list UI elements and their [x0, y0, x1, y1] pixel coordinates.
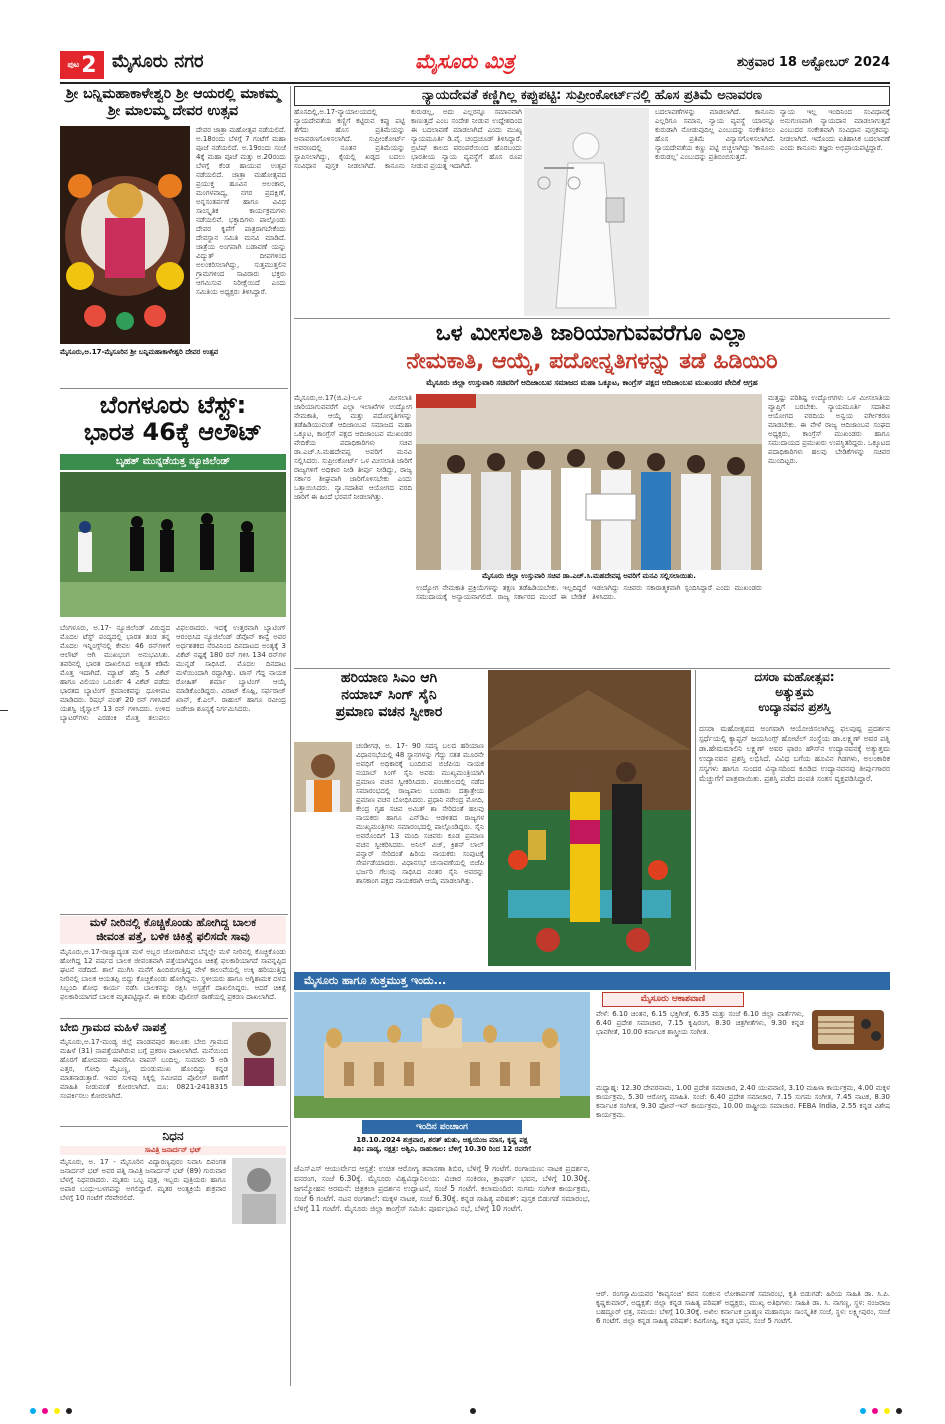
- story-divider: [294, 668, 890, 669]
- story-body: ನ್ಯಾಯ ಇಲ್ಲ ಇಂದಿನಿಂದ ಸಂವಿಧಾನಕ್ಕೆ ಅನುಗುಣವಾಗಿ ನ್ಯಾಯದಾನ ಮಾಡಲಾಗುತ್ತದೆ ಎಂಬುದರ ಸಂಕೇತವಾಗಿ ಸಂವಿಧಾನ ಪುಸ್ತಕವನ್ನು ನೀಡಲಾಗಿದೆ. ಇದೊಂದು ಐತಿಹಾಸಿಕ ಬದಲಾವಣೆ ಎಂದು ಕಾನೂನು ತಜ್ಞರು ಅಭಿಪ್ರಾಯಪಟ್ಟಿದ್ದಾರೆ.: [780, 108, 890, 152]
- memorandum-photo: [416, 394, 762, 570]
- story-headline: ನ್ಯಾಯದೇವತೆ ಕಣ್ಣಿಗಿಲ್ಲ ಕಪ್ಪುಪಟ್ಟಿ: ಸುಪ್ರೀಂಕೋರ್ಟ್‌ನಲ್ಲಿ ಹೊಸ ಪ್ರತಿಮೆ ಅನಾವರಣ: [294, 86, 890, 106]
- radio-label: ಮೈಸೂರು ಆಕಾಶವಾಣಿ: [602, 992, 744, 1007]
- section-name: ಮೈಸೂರು ನಗರ: [112, 51, 204, 72]
- column-divider: [695, 670, 696, 970]
- story-body: ಉದ್ಯೋಗ ನೇಮಕಾತಿ ಪ್ರಕ್ರಿಯೆಗಳನ್ನು ತಕ್ಷಣ ತಡೆಹಿಡಿಯಬೇಕು. ಇಲ್ಲದಿದ್ದರೆ ಸಮುದಾಯಕ್ಕೆ ಅನ್ಯಾಯವಾಗಲಿದೆ. ರಾಜ್ಯ ಸರ್ಕಾರದ ಮುಂದೆ ಈ ಬೇಡಿಕೆ ಇಡಲಾಗಿದ್ದು ಸಚಿವರು ಸಕಾರಾತ್ಮಕವಾಗಿ ಸ್ಪಂದಿಸಿದ್ದಾರೆ ಎಂದು ಮುಖಂಡರು ತಿಳಿಸಿದರು.: [416, 584, 762, 601]
- registration-mark: [896, 1408, 902, 1414]
- panchanga-label: ಇಂದಿನ ಪಂಚಾಂಗ: [362, 1120, 522, 1134]
- masthead: [60, 47, 890, 83]
- obituary-name: ಸಾವಿತ್ರಿ ಜನಾರ್ದನ್ ಭಟ್: [60, 1146, 286, 1155]
- crop-mark: [0, 710, 8, 711]
- story-haryana-cm: [294, 670, 484, 970]
- headline-line: ನಯಾಬ್ ಸಿಂಗ್ ಸೈನಿ: [341, 687, 437, 703]
- story-dasara-garden: [699, 670, 890, 970]
- photo-caption: ಮೈಸೂರು,ಅ.17-ಮೈಸೂರಿನ ಶ್ರೀ ಬನ್ನಿಮಹಾಕಾಳೇಶ್ವರಿ ದೇವರ ಉತ್ಸವ: [60, 348, 219, 356]
- story-headline: ಬೇಬಿ ಗ್ರಾಮದ ಮಹಿಳೆ ನಾಪತ್ತೆ: [60, 1021, 167, 1034]
- registration-mark: [470, 1408, 476, 1414]
- haryana-cm-photo: [294, 742, 352, 812]
- cricket-match-photo: [60, 472, 286, 617]
- radio-icon: [808, 1000, 888, 1056]
- headline-line: ಭಾರತ 46ಕ್ಕೆ ಆಲೌಟ್: [83, 418, 263, 446]
- headline-line: ಮಳೆ ನೀರಿನಲ್ಲಿ ಕೊಚ್ಚಿಕೊಂಡು ಹೋಗಿದ್ದ ಬಾಲಕ: [89, 916, 257, 929]
- story-divider: [60, 914, 288, 915]
- missing-woman-photo: [232, 1022, 286, 1086]
- headline-line: ಅತ್ಯುತ್ತಮ: [775, 685, 814, 699]
- events-list: ಜೆಎಸ್‌ಎಸ್ ಆಯುರ್ವೇದ ಆಸ್ಪತ್ರೆ: ಉಚಿತ ಆರೋಗ್ಯ ತಪಾಸಣಾ ಶಿಬಿರ, ಬೆಳಿಗ್ಗೆ 9 ಗಂಟೆಗೆ. ರಂಗಾಯಣ: ನಾಟಕ ಪ್ರದರ್ಶನ, ವನರಂಗ, ಸಂಜೆ 6.30ಕ್ಕೆ. ಮೈಸೂರು ವಿಶ್ವವಿದ್ಯಾನಿಲಯ: ವಿಚಾರ ಸಂಕಿರಣ, ಕ್ರಾಫರ್ಡ್ ಭವನ, ಬೆಳಿಗ್ಗೆ 10.30ಕ್ಕೆ. ಜಗನ್ಮೋಹನ ಅರಮನೆ: ಚಿತ್ರಕಲಾ ಪ್ರದರ್ಶನ ಉದ್ಘಾಟನೆ, ಸಂಜೆ 5 ಗಂಟೆಗೆ. ಕಲಾಮಂದಿರ: ಸುಗಮ ಸಂಗೀತ ಕಾರ್ಯಕ್ರಮ, ಸಂಜೆ 6 ಗಂಟೆಗೆ. ನಟನ ರಂಗಶಾಲೆ: ಮಕ್ಕಳ ನಾಟಕ, ಸಂಜೆ 6.30ಕ್ಕೆ. ಕನ್ನಡ ಸಾಹಿತ್ಯ ಪರಿಷತ್: ಪುಸ್ತಕ ಬಿಡುಗಡೆ ಸಮಾರಂಭ, ಬೆಳಿಗ್ಗೆ 11 ಗಂಟೆಗೆ. ಮೈಸೂರು ಜಿಲ್ಲಾ ಕಾಂಗ್ರೆಸ್ ಸಮಿತಿ: ಪೂರ್ವಭಾವಿ ಸಭೆ, ಬೆಳಿಗ್ಗೆ 10 ಗಂಟೆಗೆ.: [294, 1164, 590, 1213]
- story-lady-justice: [294, 86, 890, 316]
- obituary: [60, 1128, 286, 1268]
- story-body: ಹೊಸದಿಲ್ಲಿ,ಅ.17-ನ್ಯಾಯಾಲಯದಲ್ಲಿ ನ್ಯಾಯದೇವತೆಯ ಕಣ್ಣಿಗೆ ಕಟ್ಟಿರುವ ಕಪ್ಪು ಪಟ್ಟಿ ತೆಗೆದು ಹೊಸ ಪ್ರತಿಮೆಯನ್ನು ಅನಾವರಣಗೊಳಿಸಲಾಗಿದೆ. ಸುಪ್ರೀಂಕೋರ್ಟ್ ಆವರಣದಲ್ಲಿ ನೂತನ ಪ್ರತಿಮೆಯನ್ನು ಸ್ಥಾಪಿಸಲಾಗಿದ್ದು, ಕೈಯಲ್ಲಿ ಖಡ್ಗದ ಬದಲು ಸಂವಿಧಾನ ಪುಸ್ತಕ ನೀಡಲಾಗಿದೆ. ಕಾನೂನು ಕುರುಡಲ್ಲ, ಅದು ಎಲ್ಲರನ್ನೂ ಸಮಾನವಾಗಿ ಕಾಣುತ್ತದೆ ಎಂಬ ಸಂದೇಶ ನೀಡುವ ಉದ್ದೇಶದಿಂದ ಈ ಬದಲಾವಣೆ ಮಾಡಲಾಗಿದೆ ಎಂದು ಮುಖ್ಯ ನ್ಯಾಯಮೂರ್ತಿ ಡಿ.ವೈ. ಚಂದ್ರಚೂಡ್ ತಿಳಿಸಿದ್ದಾರೆ. ಬ್ರಿಟಿಷ್ ಕಾಲದ ಪರಂಪರೆಯಿಂದ ಹೊರಬಂದು ಭಾರತೀಯ ನ್ಯಾಯ ವ್ಯವಸ್ಥೆಗೆ ಹೊಸ ರೂಪ ನೀಡುವ ಪ್ರಯತ್ನ ಇದಾಗಿದೆ.: [294, 108, 522, 170]
- story-missing-woman: [60, 1020, 286, 1124]
- today-banner: ಮೈಸೂರು ಹಾಗೂ ಸುತ್ತಮುತ್ತ ಇಂದು...: [294, 972, 890, 990]
- story-body: ಮೈಸೂರು,ಅ.17-ರಾಜ್ಯಾದ್ಯಂತ ಮಳೆ ಅಬ್ಬರ ಜೋರಾಗಿರುವ ಬೆನ್ನಲ್ಲೇ ಮಳೆ ನೀರಿನಲ್ಲಿ ಕೊಚ್ಚಿಕೊಂಡು ಹೋಗಿದ್ದ 12 ವರ್ಷದ ಬಾಲಕ ಜೀವಂತವಾಗಿ ಪತ್ತೆಯಾಗಿದ್ದರೂ ಚಿಕಿತ್ಸೆ ಫಲಕಾರಿಯಾಗದೆ ಸಾವನ್ನಪ್ಪಿದ ಘಟನೆ ನಡೆದಿದೆ. ಶಾಲೆ ಮುಗಿಸಿ ಮನೆಗೆ ಹಿಂದಿರುಗುತ್ತಿದ್ದ ವೇಳೆ ಕಾಲುವೆಯಲ್ಲಿ ಉಕ್ಕಿ ಹರಿಯುತ್ತಿದ್ದ ನೀರಿನಲ್ಲಿ ಬಾಲಕ ಆಯತಪ್ಪಿ ಬಿದ್ದು ಕೊಚ್ಚಿಕೊಂಡು ಹೋಗಿದ್ದನು. ಸ್ಥಳೀಯರು ಹಾಗೂ ಅಗ್ನಿಶಾಮಕ ದಳದ ಸಿಬ್ಬಂದಿ ಶೋಧ ಕಾರ್ಯ ನಡೆಸಿ ಬಾಲಕನನ್ನು ರಕ್ಷಿಸಿ ಆಸ್ಪತ್ರೆಗೆ ದಾಖಲಿಸಿದ್ದರು. ಆದರೆ ಚಿಕಿತ್ಸೆ ಫಲಕಾರಿಯಾಗದೆ ಬಾಲಕ ಮೃತಪಟ್ಟಿದ್ದಾನೆ. ಈ ಕುರಿತು ಪೊಲೀಸ್ ಠಾಣೆಯಲ್ಲಿ ಪ್ರಕರಣ ದಾಖಲಾಗಿದೆ.: [60, 948, 286, 1001]
- panchanga: [294, 1120, 590, 1160]
- obituary-photo: [232, 1158, 286, 1224]
- temple-deity-photo: [60, 126, 190, 344]
- story-headline: ಶ್ರೀ ಬನ್ನಿಮಹಾಕಾಳೇಶ್ವರಿ ಶ್ರೀ ಆಯರಲ್ಲಿ ಮಾಕಮ್ಮ ಶ್ರೀ ಮಾಲಮ್ಮ ದೇವರ ಉತ್ಸವ: [65, 86, 281, 119]
- akashvani-schedule: [596, 992, 890, 1284]
- story-temple: [60, 86, 286, 386]
- story-drowning: [60, 916, 286, 1016]
- registration-mark: [872, 1408, 878, 1414]
- story-headline: ನೇಮಕಾತಿ, ಆಯ್ಕೆ, ಪದೋನ್ನತಿಗಳನ್ನು ತಡೆ ಹಿಡಿಯಿರಿ: [406, 349, 778, 374]
- panchanga-line: 18.10.2024 ಶುಕ್ರವಾರ, ಶರತ್ ಋತು, ಆಶ್ವಯುಜ ಮಾಸ, ಕೃಷ್ಣ ಪಕ್ಷ: [356, 1136, 528, 1144]
- story-divider: [294, 318, 890, 319]
- headline-line: ಜೀವಂತ ಪತ್ತೆ, ಬಳಿಕ ಚಿಕಿತ್ಸೆ ಫಲಿಸದೇ ಸಾವು: [96, 930, 250, 943]
- page-number: 2: [81, 52, 97, 78]
- newspaper-logo: ಮೈಸೂರು ಮಿತ್ರ: [415, 49, 515, 73]
- story-body: ದೇವರ ಜಾತ್ರಾ ಮಹೋತ್ಸವ ನಡೆಯಲಿದೆ. ಅ.18ರಂದು ಬೆಳಗ್ಗೆ 7 ಗಂಟೆಗೆ ಮಹಾ ಪೂಜೆ ನಡೆಯಲಿದೆ. ಅ.19ರಂದು ಸಂಜೆ 4ಕ್ಕೆ ಮಹಾ ಪೂಜೆ ಮತ್ತು ಅ.20ರಂದು ಬೆಳಗ್ಗೆ ಕೆಂಡ ಹಾಯುವ ಉತ್ಸವ ನಡೆಯಲಿದೆ. ಜಾತ್ರಾ ಮಹೋತ್ಸವದ ಪ್ರಯುಕ್ತ ಹೂವಿನ ಅಲಂಕಾರ, ಮಂಗಳವಾದ್ಯ, ನಗರ ಪ್ರದಕ್ಷಿಣೆ, ಅನ್ನಸಂತರ್ಪಣೆ ಹಾಗೂ ವಿವಿಧ ಸಾಂಸ್ಕೃತಿಕ ಕಾರ್ಯಕ್ರಮಗಳು ನಡೆಯಲಿವೆ. ಭಕ್ತಾದಿಗಳು ಪಾಲ್ಗೊಂಡು ದೇವರ ಕೃಪೆಗೆ ಪಾತ್ರರಾಗಬೇಕೆಂದು ದೇವಸ್ಥಾನ ಸಮಿತಿ ಮನವಿ ಮಾಡಿದೆ. ಜಾತ್ರೆಯ ಅಂಗವಾಗಿ ಬಡಾವಣೆ ಯನ್ನು ವಿದ್ಯುತ್ ದೀಪಗಳಿಂದ ಅಲಂಕರಿಸಲಾಗಿದ್ದು, ಸುತ್ತಮುತ್ತಲಿನ ಗ್ರಾಮಗಳಿಂದ ಸಾವಿರಾರು ಭಕ್ತರು ಆಗಮಿಸುವ ನಿರೀಕ್ಷೆಯಿದೆ ಎಂದು ಸಮಿತಿಯ ಅಧ್ಯಕ್ಷರು ತಿಳಿಸಿದ್ದಾರೆ.: [196, 126, 286, 296]
- lady-justice-statue-photo: [524, 108, 649, 316]
- registration-mark: [860, 1408, 866, 1414]
- headline-line: ಪ್ರಮಾಣ ವಚನ ಸ್ವೀಕಾರ: [335, 704, 443, 720]
- dateline: ಶುಕ್ರವಾರ 18 ಅಕ್ಟೋಬರ್ 2024: [736, 55, 890, 70]
- headline-line: ಉದ್ಯಾನವನ ಪ್ರಶಸ್ತಿ: [758, 700, 831, 714]
- garden-award-photo: [488, 670, 691, 966]
- story-headline: [60, 392, 286, 450]
- story-deck: ಮೈಸೂರು ಜಿಲ್ಲಾ ಉಸ್ತುವಾರಿ ಸಚಿವರಿಗೆ ಆದಿಜಾಂಬವ ಸಮಾಜದ ಮಹಾ ಒಕ್ಕೂಟ, ಕಾಂಗ್ರೆಸ್ ಪಕ್ಷದ ಆದಿಜಾಂಬವ ಮುಖಂಡರ ವೇದಿಕೆ ಆಗ್ರಹ: [426, 378, 758, 387]
- story-tag: ಬೃಹತ್ ಮುನ್ನಡೆಯತ್ತ ನ್ಯೂಜಿಲೆಂಡ್: [60, 454, 286, 470]
- story-body: ಬದಲಾವಣೆಗಳನ್ನು ಮಾಡಲಾಗಿದೆ. ಕಾನೂನು ಎಲ್ಲರಿಗೂ ಸಮಾನ, ನ್ಯಾಯ ವ್ಯವಸ್ಥೆ ಯಾರನ್ನೂ ಕುರುಡಾಗಿ ನೋಡುವುದಿಲ್ಲ ಎಂಬುದನ್ನು ಸಂಕೇತಿಸಲು ಹೊಸ ಪ್ರತಿಮೆ ವಿನ್ಯಾಸಗೊಳಿಸಲಾಗಿದೆ. ನ್ಯಾಯದೇವತೆಯ ಕಣ್ಣು ಪಟ್ಟಿ ಬಿಚ್ಚಲಾಗಿದ್ದು 'ಕಾನೂನು ಕುರುಡಲ್ಲ' ಎಂಬುದನ್ನು ಪ್ರತಿಬಿಂಬಿಸುತ್ತದೆ.: [655, 108, 775, 161]
- story-divider: [60, 388, 288, 389]
- story-body: ಮೈಸೂರು,ಅ.17-ಮಂಡ್ಯ ಜಿಲ್ಲೆ ಪಾಂಡವಪುರ ತಾಲೂಕು ಬೇಬಿ ಗ್ರಾಮದ ಮಹಿಳೆ (31) ನಾಪತ್ತೆಯಾಗಿರುವ ಬಗ್ಗೆ ಪ್ರಕರಣ ದಾಖಲಾಗಿದೆ. ಮನೆಯಿಂದ ಹೊರಗೆ ಹೋದವರು ಈವರೆಗೂ ವಾಪಸ್ ಬಂದಿಲ್ಲ. ಸುಮಾರು 5 ಅಡಿ ಎತ್ತರ, ಗೋಧಿ ಮೈಬಣ್ಣ, ದುಂಡುಮುಖ ಹೊಂದಿದ್ದು ಕನ್ನಡ ಮಾತನಾಡುತ್ತಾರೆ. ಇವರ ಸುಳಿವು ಸಿಕ್ಕಲ್ಲಿ ಸಮೀಪದ ಪೊಲೀಸ್ ಠಾಣೆಗೆ ಮಾಹಿತಿ ನೀಡುವಂತೆ ಕೋರಲಾಗಿದೆ. ದೂ: 0821-2418315 ಸಂಪರ್ಕಿಸಲು ಕೋರಲಾಗಿದೆ.: [60, 1038, 228, 1100]
- column-divider: [290, 86, 291, 1386]
- story-headline: ಒಳ ಮೀಸಲಾತಿ ಜಾರಿಯಾಗುವವರೆಗೂ ಎಲ್ಲಾ: [435, 321, 749, 346]
- registration-mark: [54, 1408, 60, 1414]
- story-headline: [699, 670, 890, 720]
- story-headline: [60, 916, 286, 944]
- radio-schedule: ಮಧ್ಯಾಹ್ನ: 12.30 ದೇವರನಾಮ, 1.00 ಪ್ರದೇಶ ಸಮಾಚಾರ, 2.40 ಯುವವಾಣಿ, 3.10 ಮಹಿಳಾ ಕಾರ್ಯಕ್ರಮ, 4.00 ಮಕ್ಕಳ ಕಾರ್ಯಕ್ರಮ, 5.30 ಆರೋಗ್ಯ ಮಾಹಿತಿ. ಸಂಜೆ: 6.40 ಪ್ರದೇಶ ಸಮಾಚಾರ, 7.15 ಸುಗಮ ಸಂಗೀತ, 7.45 ನಾಟಕ, 8.30 ಕರ್ನಾಟಕ ಸಂಗೀತ, 9.30 ಫೋನ್-ಇನ್ ಕಾರ್ಯಕ್ರಮ, 10.00 ರಾಷ್ಟ್ರೀಯ ಸಮಾಚಾರ. FEBA India, 2.55 ಕನ್ನಡ ವಿಶೇಷ ಕಾರ್ಯಕ್ರಮ.: [596, 1084, 890, 1119]
- obituary-section-label: ನಿಧನ: [162, 1129, 184, 1143]
- story-body: ಮೈಸೂರು,ಅ.17(ಜಿ.ಎ)-ಒಳ ಮೀಸಲಾತಿ ಜಾರಿಯಾಗುವವರೆಗೆ ಎಲ್ಲಾ ಇಲಾಖೆಗಳ ಉದ್ಯೋಗ ನೇಮಕಾತಿ, ಆಯ್ಕೆ ಮತ್ತು ಪದೋನ್ನತಿಗಳನ್ನು ತಡೆಹಿಡಿಯುವಂತೆ ಆದಿಜಾಂಬವ ಸಮಾಜದ ಮಹಾ ಒಕ್ಕೂಟ, ಕಾಂಗ್ರೆಸ್ ಪಕ್ಷದ ಆದಿಜಾಂಬವ ಮುಖಂಡರ ವೇದಿಕೆಯ ಪದಾಧಿಕಾರಿಗಳು ಸಚಿವ ಡಾ.ಎಚ್.ಸಿ.ಮಹದೇವಪ್ಪ ಅವರಿಗೆ ಮನವಿ ಸಲ್ಲಿಸಿದರು. ಸುಪ್ರೀಂಕೋರ್ಟ್ ಒಳ ಮೀಸಲಾತಿ ಜಾರಿಗೆ ರಾಜ್ಯಗಳಿಗೆ ಅಧಿಕಾರ ನೀಡಿ ತೀರ್ಪು ನೀಡಿದ್ದು, ರಾಜ್ಯ ಸರ್ಕಾರ ಶೀಘ್ರವಾಗಿ ಜಾರಿಗೊಳಿಸಬೇಕು ಎಂದು ಒತ್ತಾಯಿಸಿದರು. ನ್ಯಾ.ಸದಾಶಿವ ಆಯೋಗದ ವರದಿ ಜಾರಿಗೆ ಈ ಹಿಂದೆ ಭರವಸೆ ನೀಡಲಾಗಿತ್ತು.: [294, 394, 412, 501]
- headline-line: ದಸರಾ ಮಹೋತ್ಸವ:: [754, 670, 835, 684]
- story-body: ದಸರಾ ಮಹೋತ್ಸವದ ಅಂಗವಾಗಿ ಆಯೋಜಿಸಲಾಗಿದ್ದ ಫಲಪುಷ್ಪ ಪ್ರದರ್ಶನ ಸ್ಪರ್ಧೆಯಲ್ಲಿ ಕ್ಯಾಪ್ಟನ್ ಜಯಸಿಂಗ್ಸ್ ಹೋಟೆಲ್ ಸಂಸ್ಥೆಯ ಡಾ.ಲಕ್ಷ್ಮಣ್ ಅವರ ಪತ್ನಿ ಡಾ.ಹೇಮಮಾಲಿನಿ ಲಕ್ಷ್ಮಣ್ ಅವರ ಫಾರಂ ಹೌಸ್‌ನ ಉದ್ಯಾನವನಕ್ಕೆ ಅತ್ಯುತ್ತಮ ಉದ್ಯಾನವನ ಪ್ರಶಸ್ತಿ ಲಭಿಸಿದೆ. ವಿವಿಧ ಬಗೆಯ ಹೂವಿನ ಗಿಡಗಳು, ಅಲಂಕಾರಿಕ ಸಸ್ಯಗಳು ಹಾಗೂ ಸುಂದರ ವಿನ್ಯಾಸದಿಂದ ಕೂಡಿದ ಉದ್ಯಾನವನವು ತೀರ್ಪುಗಾರರ ಮೆಚ್ಚುಗೆಗೆ ಪಾತ್ರವಾಯಿತು. ಪ್ರಶಸ್ತಿ ಪಡೆದ ದಂಪತಿ ಸಂತಸ ವ್ಯಕ್ತಪಡಿಸಿದ್ದಾರೆ.: [699, 724, 890, 783]
- panchanga-line: ತಿಥಿ: ಪಾಡ್ಯ, ನಕ್ಷತ್ರ: ಅಶ್ವಿನಿ, ರಾಹುಕಾಲ: ಬೆಳಿಗ್ಗೆ 10.30 ರಿಂದ 12 ರವರೆಗೆ: [353, 1145, 531, 1153]
- masthead-rule: [60, 82, 890, 84]
- story-test-cricket: [60, 392, 286, 912]
- story-divider: [60, 1018, 288, 1019]
- headline-line: ಬೆಂಗಳೂರು ಟೆಸ್ಟ್:: [99, 392, 247, 419]
- story-internal-reservation: [294, 320, 890, 666]
- mysore-palace-photo: [294, 992, 590, 1118]
- story-headline: [294, 670, 484, 724]
- events-list: ಆರ್. ರಂಗಸ್ವಾಮಿಯವರ 'ಕಾವ್ಯಸಂಚಿ' ಕವನ ಸಂಕಲನ ಲೋಕಾರ್ಪಣೆ ಸಮಾರಂಭ, ಕೃತಿ ಬಿಡುಗಡೆ: ಹಿರಿಯ ಸಾಹಿತಿ ಡಾ. ಸಿ.ಪಿ. ಕೃಷ್ಣಕುಮಾರ್, ಅಧ್ಯಕ್ಷತೆ: ಜಿಲ್ಲಾ ಕನ್ನಡ ಸಾಹಿತ್ಯ ಪರಿಷತ್ ಅಧ್ಯಕ್ಷರು, ಮುಖ್ಯ ಅತಿಥಿಗಳು: ಸಾಹಿತಿ ಡಾ. ಸಿ. ನಾಗಣ್ಣ, ಸ್ಥಳ: ನಂಜರಾಜ ಬಹದ್ದೂರ್ ಛತ್ರ, ಸಮಯ: ಬೆಳಿಗ್ಗೆ 10.30ಕ್ಕೆ. ಅಖಿಲ ಕರ್ನಾಟಕ ಬ್ರಾಹ್ಮಣ ಮಹಾಸಭಾ: ಸಾಂಸ್ಕೃತಿಕ ಸಂಜೆ, ಸ್ಥಳ: ಲಕ್ಷ್ಮೀಪುರಂ, ಸಂಜೆ 6 ಗಂಟೆಗೆ. ಜಿಲ್ಲಾ ಕನ್ನಡ ಸಾಹಿತ್ಯ ಪರಿಷತ್: ಕವಿಗೋಷ್ಠಿ, ಕನ್ನಡ ಭವನ, ಸಂಜೆ 5 ಗಂಟೆಗೆ.: [596, 1290, 890, 1325]
- story-divider: [60, 1126, 288, 1127]
- headline-line: ಹರಿಯಾಣ ಸಿಎಂ ಆಗಿ: [340, 670, 438, 686]
- photo-caption: ಮೈಸೂರು ಜಿಲ್ಲಾ ಉಸ್ತುವಾರಿ ಸಚಿವ ಡಾ.ಎಚ್.ಸಿ.ಮಹದೇವಪ್ಪ ಅವರಿಗೆ ಮನವಿ ಸಲ್ಲಿಸಲಾಯಿತು.: [482, 572, 696, 580]
- registration-mark: [42, 1408, 48, 1414]
- page-number-badge: [60, 51, 104, 79]
- radio-schedule: ವೇಳೆ: 6.10 ಚಿಂತನ, 6.15 ಭಕ್ತಿಗೀತೆ, 6.35 ಮತ್ತು ಸಂಜೆ 6.10 ಜಿಲ್ಲಾ ವಾರ್ತೆಗಳು, 6.40 ಪ್ರದೇಶ ಸಮಾಚಾರ, 7.15 ಕೃಷಿರಂಗ, 8.30 ಚಿತ್ರಗೀತೆಗಳು, 9.30 ಕನ್ನಡ ಭಾವಗೀತೆ, 10.00 ಕರ್ನಾಟಕ ಶಾಸ್ತ್ರೀಯ ಸಂಗೀತ.: [596, 1010, 804, 1036]
- story-body: ಚಂಡೀಗಢ, ಅ. 17- 90 ಸದಸ್ಯ ಬಲದ ಹರಿಯಾಣ ವಿಧಾನಸಭೆಯಲ್ಲಿ 48 ಸ್ಥಾನಗಳನ್ನು ಗೆದ್ದು ಸತತ ಮೂರನೇ ಅವಧಿಗೆ ಅಧಿಕಾರಕ್ಕೆ ಬಂದಿರುವ ಬಿಜೆಪಿಯ ನಾಯಕ ನಯಾಬ್ ಸಿಂಗ್ ಸೈನಿ ಅವರು ಮುಖ್ಯಮಂತ್ರಿಯಾಗಿ ಪ್ರಮಾಣ ವಚನ ಸ್ವೀಕರಿಸಿದರು. ಪಂಚಕುಲದಲ್ಲಿ ನಡೆದ ಸಮಾರಂಭದಲ್ಲಿ ರಾಜ್ಯಪಾಲ ಬಂಡಾರು ದತ್ತಾತ್ರೇಯ ಪ್ರಮಾಣ ವಚನ ಬೋಧಿಸಿದರು. ಪ್ರಧಾನಿ ನರೇಂದ್ರ ಮೋದಿ, ಕೇಂದ್ರ ಗೃಹ ಸಚಿವ ಅಮಿತ್ ಶಾ ಸೇರಿದಂತೆ ಹಲವು ನಾಯಕರು ಹಾಗೂ ಎನ್‌ಡಿಎ ಆಡಳಿತದ ರಾಜ್ಯಗಳ ಮುಖ್ಯಮಂತ್ರಿಗಳು ಸಮಾರಂಭದಲ್ಲಿ ಪಾಲ್ಗೊಂಡಿದ್ದರು. ಸೈನಿ ಅವರೊಂದಿಗೆ 13 ಮಂದಿ ಸಚಿವರು ಕೂಡ ಪ್ರಮಾಣ ವಚನ ಸ್ವೀಕರಿಸಿದರು. ಅನಿಲ್ ವಿಜ್, ಕ್ರಿಶನ್ ಲಾಲ್ ಪನ್ವಾರ್ ಸೇರಿದಂತೆ ಹಿರಿಯ ನಾಯಕರು ಸಂಪುಟಕ್ಕೆ ಸೇರ್ಪಡೆಯಾದರು. ವಿಧಾನಸಭೆ ಚುನಾವಣೆಯಲ್ಲಿ ಬಿಜೆಪಿ ಭರ್ಜರಿ ಗೆಲುವು ಸಾಧಿಸಿದ ನಂತರ ಸೈನಿ ಅವರನ್ನು ಶಾಸಕಾಂಗ ಪಕ್ಷದ ನಾಯಕರಾಗಿ ಆಯ್ಕೆ ಮಾಡಲಾಗಿತ್ತು.: [356, 742, 484, 885]
- registration-mark: [66, 1408, 72, 1414]
- registration-mark: [30, 1408, 36, 1414]
- story-body: ಮತ್ತಷ್ಟು ಪರಿಶಿಷ್ಟ ಉದ್ಯೋಗಗಳು ಒಳ ಮೀಸಲಾತಿಯ ವ್ಯಾಪ್ತಿಗೆ ಬರಬೇಕು. ನ್ಯಾಯಮೂರ್ತಿ ಸದಾಶಿವ ಆಯೋಗದ ವರದಿಯ ಅನ್ವಯ ವರ್ಗೀಕರಣ ಮಾಡಬೇಕು. ಈ ವೇಳೆ ರಾಜ್ಯ ಆದಿಜಾಂಬವ ಸಂಘದ ಅಧ್ಯಕ್ಷರು, ಕಾಂಗ್ರೆಸ್ ಮುಖಂಡರು ಹಾಗೂ ಸಮುದಾಯದ ಪ್ರಮುಖರು ಉಪಸ್ಥಿತರಿದ್ದರು. ಒಕ್ಕೂಟದ ಪದಾಧಿಕಾರಿಗಳು ಹಲವು ಬೇಡಿಕೆಗಳನ್ನು ಸಚಿವರ ಮುಂದಿಟ್ಟರು.: [768, 394, 890, 465]
- story-body: ಬೆಂಗಳೂರು, ಅ.17- ನ್ಯೂಜಿಲೆಂಡ್ ವಿರುದ್ಧದ ಮೊದಲ ಟೆಸ್ಟ್ ಪಂದ್ಯದಲ್ಲಿ ಭಾರತ ತಂಡ ತನ್ನ ಮೊದಲ ಇನ್ನಿಂಗ್ಸ್‌ನಲ್ಲಿ ಕೇವಲ 46 ರನ್‌ಗಳಿಗೆ ಆಲೌಟ್ ಆಗಿ ಮುಖಭಂಗ ಅನುಭವಿಸಿತು. ತವರಿನಲ್ಲಿ ಭಾರತ ದಾಖಲಿಸಿದ ಅತ್ಯಂತ ಕಡಿಮೆ ಮೊತ್ತ ಇದಾಗಿದೆ. ಮ್ಯಾಟ್ ಹೆನ್ರಿ 5 ವಿಕೆಟ್ ಹಾಗೂ ವಿಲಿಯಂ ಒರೂರ್ಕೆ 4 ವಿಕೆಟ್ ಪಡೆದು ಭಾರತದ ಬ್ಯಾಟಿಂಗ್ ಕ್ರಮಾಂಕವನ್ನು ಧೂಳೀಪಟ ಮಾಡಿದರು. ರಿಷಭ್ ಪಂತ್ 20 ರನ್ ಗಳಿಸಿದರೆ ಯಶಸ್ವಿ ಜೈಸ್ವಾಲ್ 13 ರನ್ ಗಳಿಸಿದರು. ಉಳಿದ ಬ್ಯಾಟರ್‌ಗಳು ಎರಡಂಕಿ ಮೊತ್ತ ತಲುಪಲು ವಿಫಲರಾದರು. ಇದಕ್ಕೆ ಉತ್ತರವಾಗಿ ಬ್ಯಾಟಿಂಗ್ ಆರಂಭಿಸಿದ ನ್ಯೂಜಿಲೆಂಡ್ ಡೆವೊನ್ ಕಾನ್ವೆ ಅವರ ಅರ್ಧಶತಕದ ನೆರವಿನಿಂದ ದಿನದಾಟದ ಅಂತ್ಯಕ್ಕೆ 3 ವಿಕೆಟ್ ನಷ್ಟಕ್ಕೆ 180 ರನ್ ಗಳಿಸಿ 134 ರನ್‌ಗಳ ಮುನ್ನಡೆ ಸಾಧಿಸಿದೆ. ಮೊದಲ ದಿನದಾಟ ಮಳೆಯಿಂದಾಗಿ ರದ್ದಾಗಿತ್ತು. ಟಾಸ್ ಗೆದ್ದ ನಾಯಕ ರೋಹಿತ್ ಶರ್ಮಾ ಬ್ಯಾಟಿಂಗ್ ಆಯ್ಕೆ ಮಾಡಿಕೊಂಡಿದ್ದರು. ವಿರಾಟ್ ಕೊಹ್ಲಿ, ಸರ್ಫರಾಜ್ ಖಾನ್, ಕೆ.ಎಲ್. ರಾಹುಲ್ ಹಾಗೂ ರವೀಂದ್ರ ಜಡೇಜಾ ಶೂನ್ಯಕ್ಕೆ ನಿರ್ಗಮಿಸಿದರು.: [60, 624, 286, 722]
- registration-mark: [884, 1408, 890, 1414]
- page-label: ಪುಟ: [67, 60, 80, 69]
- obituary-body: ಮೈಸೂರು, ಅ. 17 - ಮೈಸೂರಿನ ವಿದ್ಯಾರಣ್ಯಪುರಂ ನಿವಾಸಿ ದಿವಂಗತ ಜನಾರ್ದನ್ ಭಟ್ ಅವರ ಪತ್ನಿ ಸಾವಿತ್ರಿ ಜನಾರ್ದನ್ ಭಟ್ (89) ಗುರುವಾರ ಬೆಳಗ್ಗೆ ನಿಧನರಾದರು. ಮೃತರು ಒಬ್ಬ ಪುತ್ರ, ಇಬ್ಬರು ಪುತ್ರಿಯರು ಹಾಗೂ ಅಪಾರ ಬಂಧು-ಬಳಗವನ್ನು ಅಗಲಿದ್ದಾರೆ. ಮೃತರ ಅಂತ್ಯಕ್ರಿಯೆ ಶುಕ್ರವಾರ ಬೆಳಗ್ಗೆ 10 ಗಂಟೆಗೆ ನೆರವೇರಲಿದೆ.: [60, 1158, 226, 1202]
